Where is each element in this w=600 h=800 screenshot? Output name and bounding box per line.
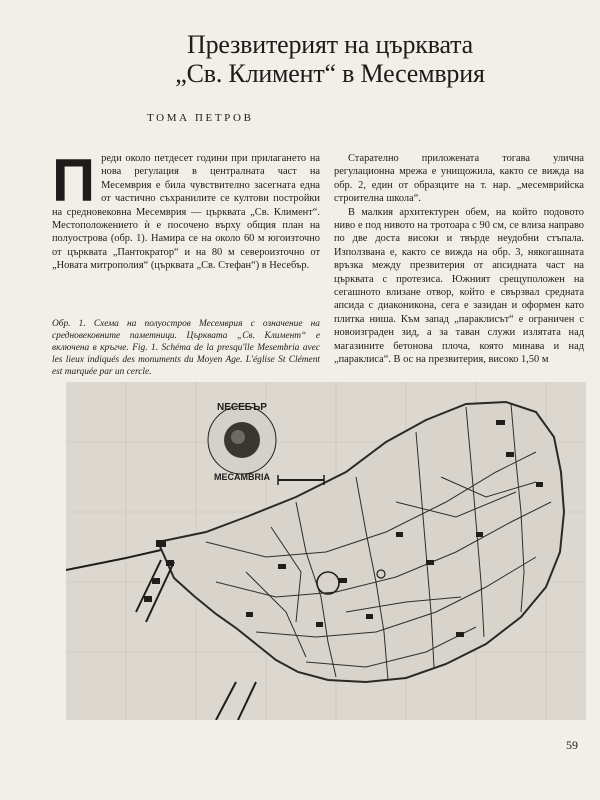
emblem-text-top: NECEБЪP — [217, 402, 267, 413]
left-paragraph: реди около петдесет години при прилагането на нова регулация в централната част на Месемврия е била чувствително засегната една от частично съхранилите се култови постройки на средновековна Месемврия — църквата „Св. Климент“. Местоположението ѝ е посочено върху общия план на полуострова (обр. 1). Намира се на около 60 м югоизточно от църквата „Пантократор“ и на 80 м североизточно от „Новата митрополия“ (църквата „Св. Стефан“) в Несебър. — [52, 153, 320, 272]
peninsula-map — [66, 382, 586, 720]
right-column — [334, 152, 584, 367]
title-line-2: „Св. Климент“ в Месемврия — [175, 59, 485, 88]
right-paragraph-2: В малкия архитектурен обем, на който подовото ниво е под нивото на тротоара с 90 см, се влиза направо по две доста високи и твърде неудобни стъпала. Използвана е, както се вижда на обр. 3, някогашната връзка между презвитерия от апсидната част на църквата с протезиса. Южният срещуположен на сегашното влизане отвор, който е свързвал средната апсида с диаконикона, сега е зазидан и оформен като плитка ниша. Към запад „параклисът“ е ограничен с новоизграден зид, а за таван служи излятата над магазините бетонова плоча, която минава и над „параклиса“. В ос на презвитерия, високо 1,50 м — [334, 206, 584, 366]
page-number: 59 — [566, 738, 578, 752]
title-line-1: Презвитерият на църквата — [187, 30, 473, 59]
article-title — [120, 30, 540, 88]
author-name: ТОМА ПЕТРОВ — [147, 112, 254, 124]
emblem-text-bottom: MECAMBRIA — [214, 472, 270, 482]
figure-caption: Обр. 1. Схема на полуостров Месемврия с означение на средновековните паметници. Църквата „Св. Климент“ е включена в кръгче. Fig. 1. Schéma de la presqu'île Mesembria avec les lieux indiqués des monuments du Moyen Age. L'église St Clément est marquée par un cercle. — [52, 319, 320, 377]
left-column — [52, 147, 320, 273]
drop-cap: П — [52, 147, 96, 214]
right-paragraph-1: Старателно приложената тогава улична регулационна мрежа е унищожила, както се вижда на обр. 2, един от образците на т. нар. „месемврийска строителна школа“. — [334, 153, 584, 205]
